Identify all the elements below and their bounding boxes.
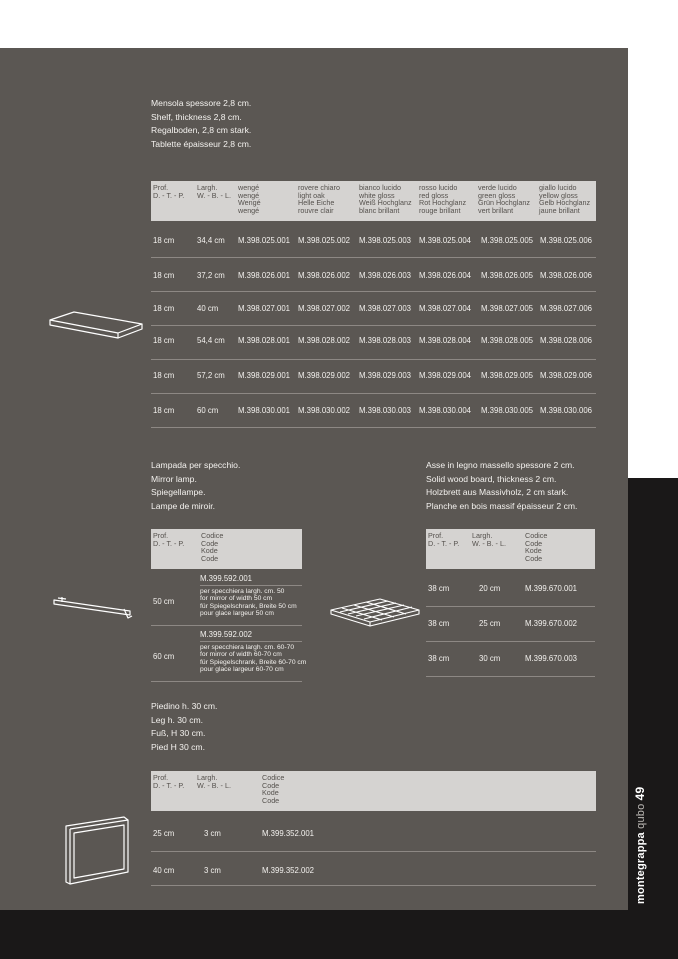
table-row: 38 cm 30 cm M.399.670.003 bbox=[426, 642, 595, 677]
shelf-table-header: Prof. D. - T. - P. Largh. W. - B. - L. wengé wengé Wengé wengé rovere chiaro light oak Helle Eiche rouvre clair bianco lucido white gloss Weiß Hochglanz blanc brillant rosso lucido red gloss Rot Hochglanz rouge brillant verde lucido green gloss Grün Hochglanz vert brillant giallo lucido yellow gloss Gelb Hochglanz jaune brillant bbox=[151, 181, 596, 221]
table-row: 38 cm 25 cm M.399.670.002 bbox=[426, 607, 595, 642]
board-table-header: Prof. D. - T. - P. Largh. W. - B. - L. Codice Code Kode Code bbox=[426, 529, 595, 569]
lamp-note: per specchiera largh. cm. 50 for mirror of width 50 cm für Spiegelschrank, Breite 50 cm pour glace largeur 50 cm bbox=[200, 588, 297, 618]
lamp-illustration bbox=[50, 594, 134, 620]
table-row: 25 cm 3 cm M.399.352.001 bbox=[151, 813, 596, 852]
lamp-description: Lampada per specchio. Mirror lamp. Spiegellampe. Lampe de miroir. bbox=[151, 460, 241, 511]
shelf-description: Mensola spessore 2,8 cm. Shelf, thickness 2,8 cm. Regalboden, 2,8 cm stark. Tablette épaisseur 2,8 cm. bbox=[151, 98, 252, 149]
leg-table-header: Prof. D. - T. - P. Largh. W. - B. - L. Codice Code Kode Code bbox=[151, 771, 596, 811]
table-row: 18 cm 34,4 cm M.398.025.001 M.398.025.002 M.398.025.003 M.398.025.004 M.398.025.005 M.398.025.006 bbox=[151, 223, 596, 258]
table-row: 40 cm 3 cm M.399.352.002 bbox=[151, 852, 596, 886]
lamp-table-header: Prof. D. - T. - P. Codice Code Kode Code bbox=[151, 529, 302, 569]
page-footer: montegrappa qubo 49 bbox=[633, 786, 647, 904]
board-description: Asse in legno massello spessore 2 cm. Solid wood board, thickness 2 cm. Holzbrett aus Massivholz, 2 cm stark. Planche en bois massif épaisseur 2 cm. bbox=[426, 460, 578, 511]
board-illustration bbox=[328, 596, 422, 628]
shelf-illustration bbox=[48, 308, 144, 340]
divider bbox=[151, 625, 302, 626]
bottom-band bbox=[0, 910, 678, 959]
divider bbox=[200, 641, 302, 642]
lamp-depth: 60 cm bbox=[153, 652, 175, 661]
divider bbox=[200, 585, 302, 586]
lamp-code: M.399.592.001 bbox=[200, 574, 253, 583]
table-row: 18 cm 40 cm M.398.027.001 M.398.027.002 M.398.027.003 M.398.027.004 M.398.027.005 M.398.027.006 bbox=[151, 292, 596, 326]
lamp-note: per specchiera largh. cm. 60-70 for mirror of width 60-70 cm für Spiegelschrank, Breite 60-70 cm pour glace largeur 60-70 cm bbox=[200, 644, 307, 674]
lamp-code: M.399.592.002 bbox=[200, 630, 253, 639]
table-row: 18 cm 60 cm M.398.030.001 M.398.030.002 M.398.030.003 M.398.030.004 M.398.030.005 M.398.030.006 bbox=[151, 394, 596, 428]
table-row: 18 cm 54,4 cm M.398.028.001 M.398.028.002 M.398.028.003 M.398.028.004 M.398.028.005 M.398.028.006 bbox=[151, 326, 596, 360]
lamp-depth: 50 cm bbox=[153, 597, 175, 606]
leg-description: Piedino h. 30 cm. Leg h. 30 cm. Fuß, H 30 cm. Pied H 30 cm. bbox=[151, 701, 218, 752]
divider bbox=[151, 681, 302, 682]
leg-illustration bbox=[62, 814, 132, 886]
table-row: 18 cm 37,2 cm M.398.026.001 M.398.026.002 M.398.026.003 M.398.026.004 M.398.026.005 M.398.026.006 bbox=[151, 258, 596, 292]
table-row: 18 cm 57,2 cm M.398.029.001 M.398.029.002 M.398.029.003 M.398.029.004 M.398.029.005 M.398.029.006 bbox=[151, 360, 596, 394]
table-row: 38 cm 20 cm M.399.670.001 bbox=[426, 571, 595, 607]
